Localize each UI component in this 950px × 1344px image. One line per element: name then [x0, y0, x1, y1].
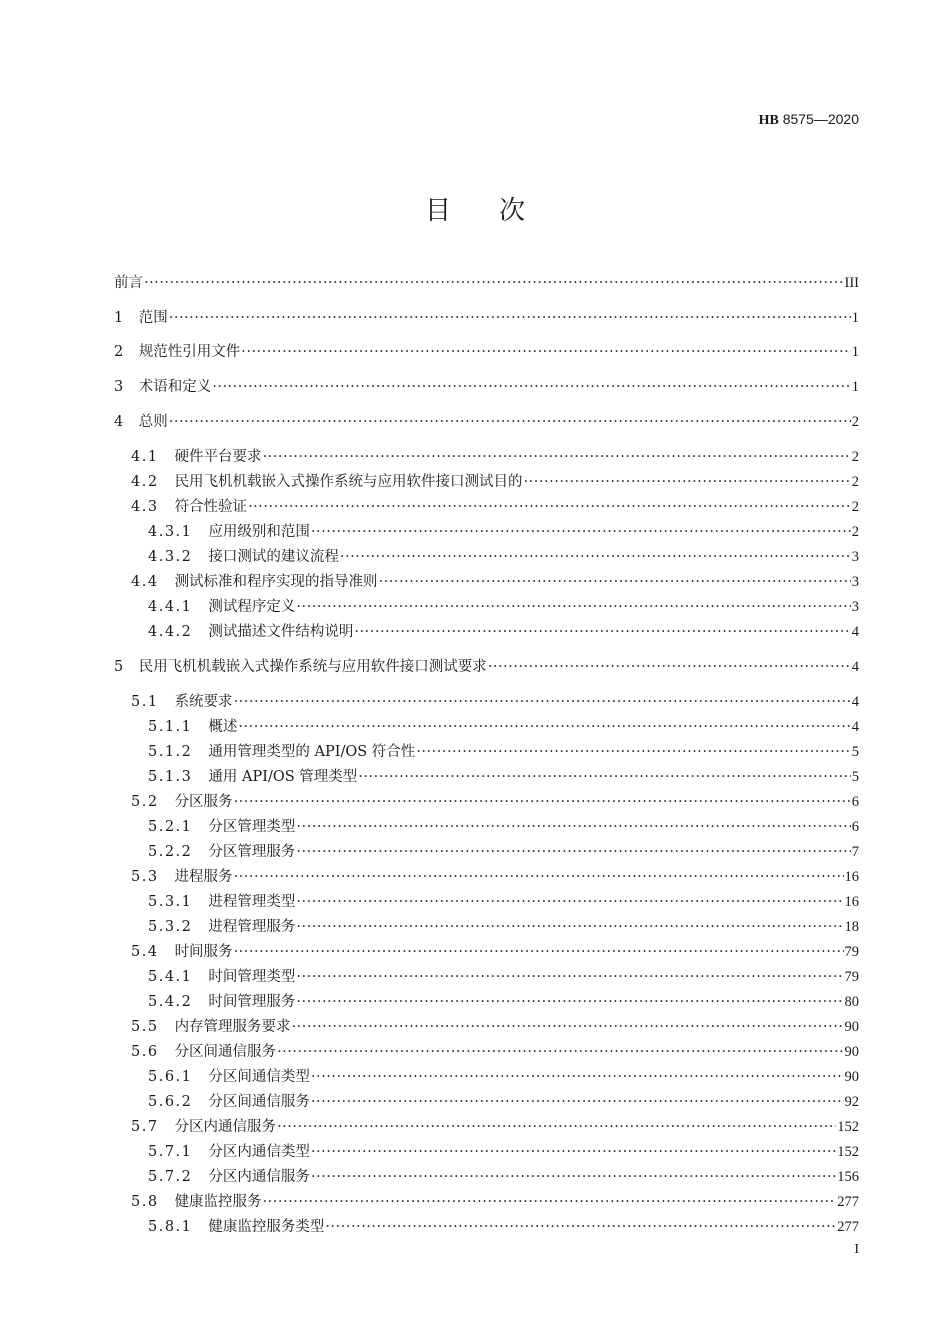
toc-entry-page: 90 — [844, 1019, 859, 1035]
toc-dot-leader — [212, 376, 851, 398]
toc-entry-label: 通用管理类型的 API/OS 符合性 — [208, 744, 416, 760]
toc-dot-leader — [524, 471, 851, 493]
toc-entry-number: 5.3 — [131, 869, 159, 885]
toc-entry-label: 硬件平台要求 — [174, 449, 262, 465]
toc-entry-label: 时间服务 — [174, 944, 233, 960]
toc-entry[interactable] — [114, 272, 859, 294]
toc-entry-page: 2 — [851, 414, 859, 430]
toc-entry[interactable] — [148, 1091, 859, 1113]
toc-entry-label: 概述 — [208, 719, 238, 735]
toc-entry-number: 5.4 — [131, 944, 159, 960]
toc-entry[interactable] — [131, 446, 859, 468]
toc-entry-number: 5.4.1 — [148, 969, 193, 985]
toc-entry-page: 92 — [844, 1094, 859, 1110]
toc-entry-page: 3 — [851, 549, 859, 565]
toc-entry[interactable] — [148, 596, 859, 618]
toc-entry-label: 民用飞机机载嵌入式操作系统与应用软件接口测试目的 — [174, 474, 523, 490]
toc-dot-leader — [234, 941, 844, 963]
toc-entry-page: 79 — [844, 969, 859, 985]
toc-dot-leader — [296, 991, 843, 1013]
toc-entry[interactable] — [148, 1216, 859, 1238]
toc-entry-page: 18 — [844, 919, 859, 935]
toc-entry[interactable] — [131, 1191, 859, 1213]
toc-dot-leader — [379, 571, 851, 593]
toc-entry-page: 90 — [844, 1069, 859, 1085]
toc-entry-page: 3 — [851, 599, 859, 615]
toc-entry-page: 4 — [851, 624, 859, 640]
toc-dot-leader — [234, 791, 851, 813]
toc-entry-label: 测试程序定义 — [208, 599, 296, 615]
toc-entry-number: 5.2.1 — [148, 819, 193, 835]
toc-entry-label: 分区内通信服务 — [208, 1169, 310, 1185]
toc-entry-label: 分区间通信类型 — [208, 1069, 310, 1085]
toc-entry-number: 4.1 — [131, 449, 159, 465]
toc-dot-leader — [296, 596, 850, 618]
toc-entry[interactable] — [131, 1016, 859, 1038]
toc-dot-leader — [325, 1216, 836, 1238]
toc-entry-number: 4.2 — [131, 474, 159, 490]
toc-dot-leader — [263, 1191, 837, 1213]
toc-entry-number: 5.6 — [131, 1044, 159, 1060]
page-title: 目次 — [424, 196, 573, 226]
toc-entry[interactable] — [131, 1116, 859, 1138]
toc-entry-number: 4.4.1 — [148, 599, 193, 615]
toc-entry-number: 5.2 — [131, 794, 159, 810]
toc-entry-number: 5 — [114, 659, 125, 675]
toc-entry-label: 健康监控服务类型 — [208, 1219, 325, 1235]
toc-entry-page: 1 — [851, 379, 859, 395]
toc-entry-label: 时间管理类型 — [208, 969, 296, 985]
toc-entry[interactable] — [131, 571, 859, 593]
toc-entry-number: 5.7.2 — [148, 1169, 193, 1185]
toc-entry[interactable] — [114, 656, 859, 678]
toc-entry-label: 通用 API/OS 管理类型 — [208, 769, 358, 785]
toc-dot-leader — [358, 766, 850, 788]
toc-entry[interactable] — [114, 341, 859, 363]
toc-entry-label: 分区内通信服务 — [174, 1119, 277, 1135]
toc-entry-page: 4 — [851, 659, 859, 675]
toc-entry-number: 5.7 — [131, 1119, 159, 1135]
toc-entry-label: 进程管理类型 — [208, 894, 296, 910]
toc-entry-number: 5.7.1 — [148, 1144, 193, 1160]
toc-entry-page: 2 — [851, 449, 859, 465]
toc-entry-number: 4.3.1 — [148, 524, 193, 540]
toc-entry-number: 5.1.3 — [148, 769, 193, 785]
toc-entry-page: 6 — [851, 794, 859, 810]
toc-dot-leader — [248, 496, 851, 518]
toc-entry-page: 79 — [844, 944, 859, 960]
standard-number-header — [759, 111, 859, 129]
toc-entry-label: 分区间通信服务 — [208, 1094, 310, 1110]
toc-entry-number: 5.3.2 — [148, 919, 193, 935]
standard-prefix: HB — [758, 113, 779, 128]
toc-entry-page: 80 — [844, 994, 859, 1010]
toc-entry[interactable] — [148, 741, 859, 763]
toc-entry[interactable] — [148, 841, 859, 863]
toc-dot-leader — [296, 816, 850, 838]
toc-entry-page: 1 — [851, 310, 859, 326]
toc-dot-leader — [169, 411, 851, 433]
toc-entry[interactable] — [148, 891, 859, 913]
toc-dot-leader — [311, 1091, 844, 1113]
toc-entry-number: 2 — [114, 344, 125, 360]
toc-entry-page: 2 — [851, 499, 859, 515]
toc-entry-page: 6 — [851, 819, 859, 835]
toc-dot-leader — [292, 1016, 844, 1038]
toc-entry-number: 5.3.1 — [148, 894, 193, 910]
toc-dot-leader — [238, 716, 850, 738]
toc-entry[interactable] — [148, 766, 859, 788]
toc-entry-label: 进程服务 — [174, 869, 233, 885]
toc-entry-number: 5.1.2 — [148, 744, 193, 760]
toc-entry[interactable] — [114, 411, 859, 433]
toc-entry-page: 152 — [837, 1144, 859, 1160]
toc-entry-label: 术语和定义 — [138, 379, 212, 395]
toc-entry-label: 系统要求 — [174, 694, 233, 710]
toc-entry-page: 277 — [837, 1194, 859, 1210]
toc-dot-leader — [296, 841, 850, 863]
toc-entry-page: 5 — [851, 769, 859, 785]
toc-entry-label: 规范性引用文件 — [138, 344, 241, 360]
toc-dot-leader — [296, 891, 843, 913]
toc-entry-label: 测试描述文件结构说明 — [208, 624, 354, 640]
toc-dot-leader — [234, 691, 851, 713]
toc-entry-page: 156 — [837, 1169, 859, 1185]
toc-dot-leader — [311, 521, 851, 543]
toc-dot-leader — [144, 272, 844, 294]
toc-entry-page: 2 — [851, 474, 859, 490]
toc-dot-leader — [311, 1141, 836, 1163]
toc-entry[interactable] — [131, 496, 859, 518]
toc-dot-leader — [296, 916, 843, 938]
toc-dot-leader — [354, 621, 850, 643]
toc-entry-page: 152 — [837, 1119, 859, 1135]
toc-entry-label: 范围 — [138, 310, 168, 326]
toc-entry-page: 1 — [851, 344, 859, 360]
toc-entry[interactable] — [114, 376, 859, 398]
toc-entry-number: 4.4 — [131, 574, 159, 590]
toc-dot-leader — [416, 741, 850, 763]
toc-dot-leader — [277, 1116, 836, 1138]
toc-entry-label: 分区管理类型 — [208, 819, 296, 835]
toc-entry[interactable] — [131, 791, 859, 813]
toc-entry-label: 进程管理服务 — [208, 919, 296, 935]
toc-entry[interactable] — [131, 471, 859, 493]
toc-entry-number: 5.1.1 — [148, 719, 193, 735]
toc-entry-label: 前言 — [114, 275, 143, 291]
toc-entry[interactable] — [148, 546, 859, 568]
toc-entry-number: 5.8 — [131, 1194, 159, 1210]
toc-entry-label: 应用级别和范围 — [208, 524, 310, 540]
toc-entry-number: 5.1 — [131, 694, 159, 710]
toc-entry[interactable] — [131, 691, 859, 713]
toc-entry-number: 5.6.2 — [148, 1094, 193, 1110]
toc-entry-number: 4 — [114, 414, 125, 430]
toc-entry[interactable] — [114, 307, 859, 329]
toc-entry-label: 分区管理服务 — [208, 844, 296, 860]
toc-entry-page: 7 — [851, 844, 859, 860]
toc-entry[interactable] — [148, 521, 859, 543]
toc-dot-leader — [311, 1166, 836, 1188]
toc-entry-number: 4.3.2 — [148, 549, 193, 565]
toc-entry-number: 5.4.2 — [148, 994, 193, 1010]
toc-entry[interactable] — [148, 1066, 859, 1088]
toc-entry-number: 5.5 — [131, 1019, 159, 1035]
toc-entry[interactable] — [148, 621, 859, 643]
toc-dot-leader — [277, 1041, 843, 1063]
footer-page-number: I — [854, 1242, 859, 1257]
toc-entry[interactable] — [148, 916, 859, 938]
toc-dot-leader — [311, 1066, 844, 1088]
toc-entry-label: 分区服务 — [174, 794, 233, 810]
toc-entry-number: 3 — [114, 379, 125, 395]
toc-dot-leader — [241, 341, 851, 363]
toc-entry-label: 分区间通信服务 — [174, 1044, 277, 1060]
toc-entry-page: III — [844, 275, 859, 291]
toc-entry-page: 90 — [844, 1044, 859, 1060]
toc-entry-label: 接口测试的建议流程 — [208, 549, 339, 565]
toc-entry-label: 分区内通信类型 — [208, 1144, 310, 1160]
toc-dot-leader — [488, 656, 851, 678]
toc-entry-label: 时间管理服务 — [208, 994, 296, 1010]
toc-entry-number: 5.8.1 — [148, 1219, 193, 1235]
toc-entry-page: 277 — [837, 1219, 859, 1235]
toc-entry-number: 5.2.2 — [148, 844, 193, 860]
toc-entry-page: 16 — [844, 894, 859, 910]
toc-dot-leader — [234, 866, 844, 888]
toc-entry-page: 3 — [851, 574, 859, 590]
toc-entry[interactable] — [148, 991, 859, 1013]
toc-entry[interactable] — [131, 866, 859, 888]
toc-entry-label: 符合性验证 — [174, 499, 248, 515]
toc-entry-number: 1 — [114, 310, 125, 326]
toc-entry-page: 2 — [851, 524, 859, 540]
toc-entry-label: 测试标准和程序实现的指导准则 — [174, 574, 378, 590]
standard-code: 8575—2020 — [778, 111, 859, 127]
toc-entry[interactable] — [148, 966, 859, 988]
toc-entry-number: 5.6.1 — [148, 1069, 193, 1085]
toc-entry-page: 16 — [844, 869, 859, 885]
toc-entry-label: 民用飞机机载嵌入式操作系统与应用软件接口测试要求 — [138, 659, 487, 675]
toc-dot-leader — [263, 446, 851, 468]
toc-entry-label: 总则 — [138, 414, 168, 430]
toc-entry[interactable] — [148, 1166, 859, 1188]
toc-dot-leader — [296, 966, 843, 988]
toc-entry-page: 4 — [851, 694, 859, 710]
toc-entry-label: 健康监控服务 — [174, 1194, 262, 1210]
toc-entry-label: 内存管理服务要求 — [174, 1019, 291, 1035]
toc-dot-leader — [340, 546, 851, 568]
toc-entry-number: 4.4.2 — [148, 624, 193, 640]
toc-entry[interactable] — [148, 716, 859, 738]
toc-entry[interactable] — [148, 816, 859, 838]
toc-entry[interactable] — [131, 1041, 859, 1063]
toc-entry[interactable] — [131, 941, 859, 963]
toc-entry-page: 5 — [851, 744, 859, 760]
toc-dot-leader — [169, 307, 851, 329]
toc-entry-number: 4.3 — [131, 499, 159, 515]
toc-entry-page: 4 — [851, 719, 859, 735]
toc-entry[interactable] — [148, 1141, 859, 1163]
